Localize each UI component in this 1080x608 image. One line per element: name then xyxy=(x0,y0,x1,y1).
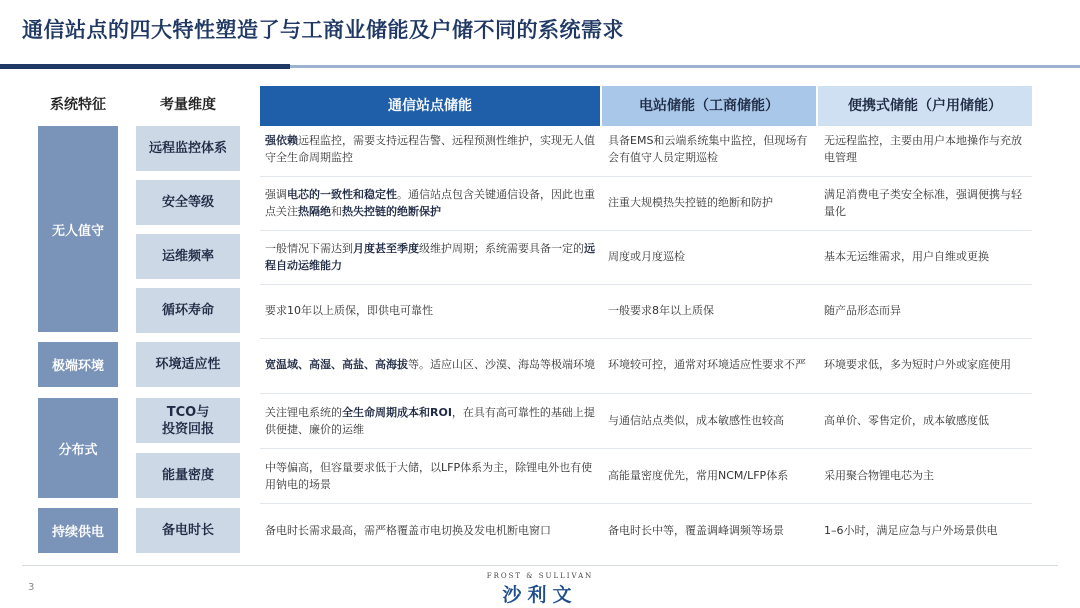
emphasis-text: 热失控链的绝断保护 xyxy=(342,204,441,218)
page-title: 通信站点的四大特性塑造了与工商业储能及户储不同的系统需求 xyxy=(22,18,624,42)
category-continuous-power: 持续供电 xyxy=(38,508,118,553)
cell-station-backup-duration: 备电时长中等，覆盖调峰调频等场景 xyxy=(608,524,784,537)
body-text: 远程监控，需要支持远程告警、远程预测性维护，实现无人值守全生命周期监控 xyxy=(265,133,595,164)
title-rule-dark xyxy=(0,64,290,69)
cell-telecom-safety-level xyxy=(265,180,595,225)
cell-station-environment: 环境较可控，通常对环境适应性要求不严 xyxy=(608,358,806,371)
cell-portable-cycle-life: 随产品形态而异 xyxy=(824,304,901,317)
dimension-backup-duration: 备电时长 xyxy=(136,508,240,553)
cell-telecom-remote-monitoring xyxy=(265,126,595,171)
brand-logo-text: 沙利文 xyxy=(502,584,578,606)
title-rule-light xyxy=(290,65,1080,68)
page-number: 3 xyxy=(28,582,35,593)
emphasis-text: 宽温域、高湿、高盐、高海拔 xyxy=(265,358,408,371)
header-dimension: 考量维度 xyxy=(160,97,216,113)
body-text: 一般情况下需达到 xyxy=(265,241,353,255)
brand-name-english: FROST & SULLIVAN xyxy=(486,572,594,580)
category-unmanned: 无人值守 xyxy=(38,126,118,332)
row-separator xyxy=(260,338,1032,339)
category-extreme-environment: 极端环境 xyxy=(38,342,118,387)
body-text: 级维护周期；系统需要具备一定的 xyxy=(419,241,584,255)
header-portable-storage: 便携式储能（户用储能） xyxy=(818,86,1032,126)
body-text: 和 xyxy=(331,204,342,218)
cell-station-cycle-life: 一般要求8年以上质保 xyxy=(608,304,714,317)
header-system-feature: 系统特征 xyxy=(50,97,106,113)
cell-portable-remote-monitoring: 无远程监控，主要由用户本地操作与充放电管理 xyxy=(824,133,1022,164)
row-separator xyxy=(260,176,1032,177)
cell-portable-environment: 环境要求低，多为短时户外或家庭使用 xyxy=(824,358,1011,371)
cell-telecom-cycle-life: 要求10年以上质保，即供电可靠性 xyxy=(265,304,433,317)
dimension-environment-adaptability: 环境适应性 xyxy=(136,342,240,387)
cell-portable-tco: 高单价、零售定价，成本敏感度低 xyxy=(824,414,989,427)
cell-portable-backup-duration: 1–6小时，满足应急与户外场景供电 xyxy=(824,524,998,537)
emphasis-text: 远程自动运维能力 xyxy=(265,241,595,272)
dimension-maintenance-frequency: 运维频率 xyxy=(136,234,240,279)
cell-station-maintenance-frequency: 周度或月度巡检 xyxy=(608,250,685,263)
dimension-safety-level: 安全等级 xyxy=(136,180,240,225)
emphasis-text: 全生命周期成本和ROI xyxy=(342,405,452,419)
dimension-remote-monitoring: 远程监控体系 xyxy=(136,126,240,171)
row-separator xyxy=(260,230,1032,231)
body-text: 等。适应山区、沙漠、海岛等极端环境 xyxy=(408,358,595,371)
body-text: 强调 xyxy=(265,187,287,201)
body-text: 。通信站点包含关键通信设备，因此也重点关注 xyxy=(265,187,595,218)
dimension-energy-density: 能量密度 xyxy=(136,453,240,498)
cell-telecom-maintenance-frequency xyxy=(265,234,595,279)
header-telecom-storage: 通信站点储能 xyxy=(260,86,600,126)
footer-divider xyxy=(22,565,1058,566)
cell-telecom-environment xyxy=(265,342,595,387)
body-text: 关注锂电系统的 xyxy=(265,405,342,419)
cell-station-remote-monitoring: 具备EMS和云端系统集中监控，但现场有会有值守人员定期巡检 xyxy=(608,133,808,164)
emphasis-text: 强依赖 xyxy=(265,133,298,147)
cell-portable-maintenance-frequency: 基本无运维需求，用户自维或更换 xyxy=(824,250,989,263)
dimension-tco-line2: 投资回报 xyxy=(161,421,214,437)
cell-telecom-backup-duration: 备电时长需求最高，需严格覆盖市电切换及发电机断电窗口 xyxy=(265,524,551,537)
emphasis-text: 电芯的一致性和稳定性 xyxy=(287,187,397,201)
category-distributed: 分布式 xyxy=(38,398,118,498)
dimension-cycle-life: 循环寿命 xyxy=(136,288,240,333)
dimension-tco-roi xyxy=(136,398,240,443)
row-separator xyxy=(260,448,1032,449)
row-separator xyxy=(260,393,1032,394)
emphasis-text: 热隔绝 xyxy=(298,204,331,218)
cell-station-safety-level: 注重大规模热失控链的绝断和防护 xyxy=(608,196,773,209)
cell-telecom-tco xyxy=(265,398,595,443)
body-text: ，在具有高可靠性的基础上提供便捷、廉价的运维 xyxy=(265,405,595,436)
row-separator xyxy=(260,503,1032,504)
cell-portable-energy-density: 采用聚合物锂电芯为主 xyxy=(824,469,934,482)
header-station-storage: 电站储能（工商储能） xyxy=(602,86,816,126)
emphasis-text: 月度甚至季度 xyxy=(353,241,419,255)
cell-telecom-energy-density: 中等偏高，但容量要求低于大储，以LFP体系为主，除锂电外也有使用钠电的场景 xyxy=(265,460,593,491)
cell-station-tco: 与通信站点类似，成本敏感性也较高 xyxy=(608,414,784,427)
cell-portable-safety-level: 满足消费电子类安全标准，强调便携与轻量化 xyxy=(824,187,1022,218)
row-separator xyxy=(260,284,1032,285)
dimension-tco-line1: TCO与 xyxy=(166,404,210,420)
cell-station-energy-density: 高能量密度优先，常用NCM/LFP体系 xyxy=(608,469,789,482)
